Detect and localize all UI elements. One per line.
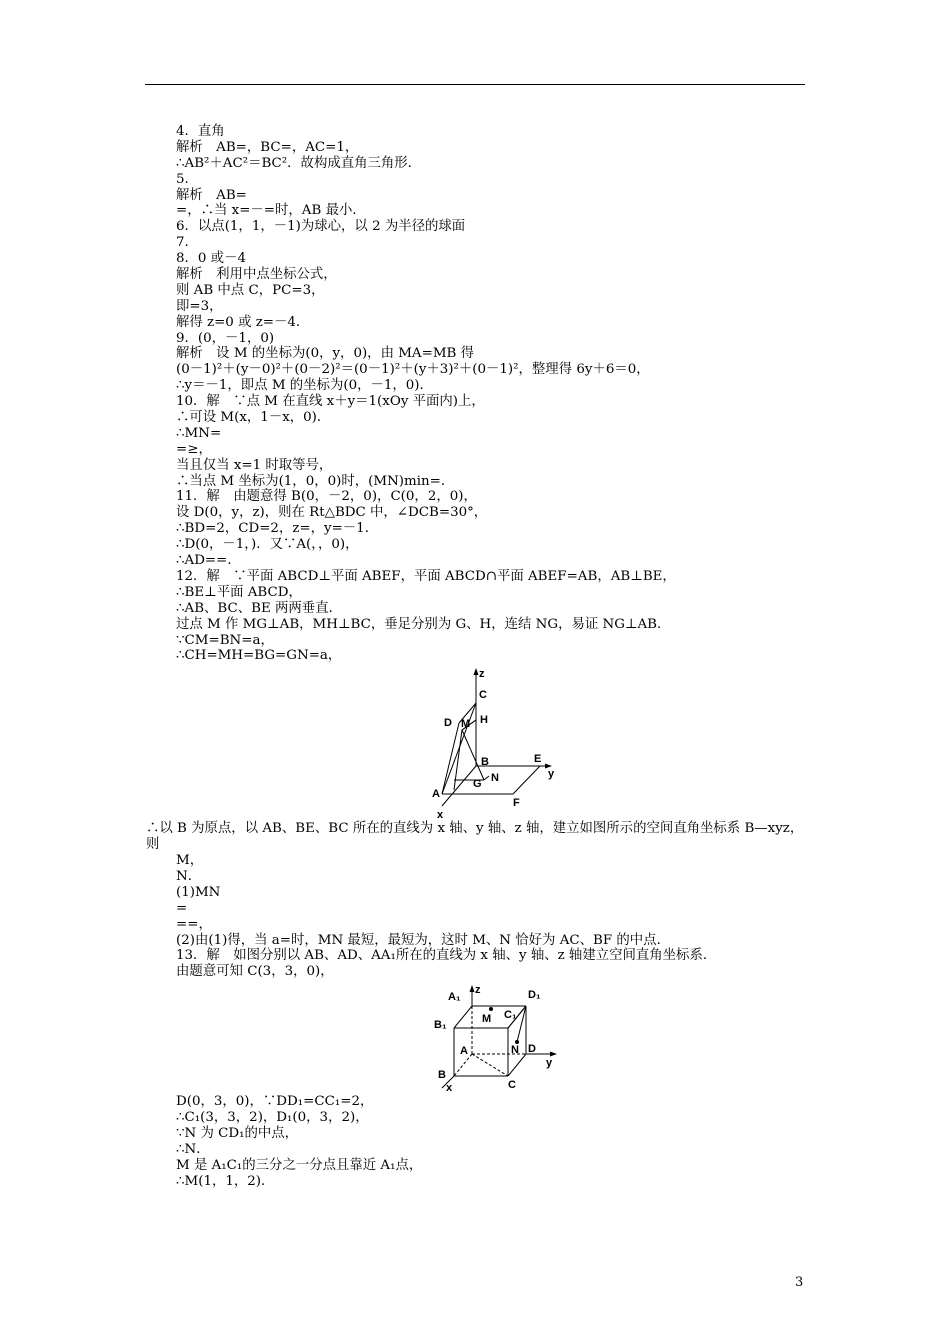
text-line: ∴可设 M(x，1－x，0)． (176, 410, 331, 426)
text-line: 即=3， (176, 298, 223, 314)
text-line: ∴M(1，1，2)． (176, 1173, 275, 1189)
text-line: 解析 利用中点坐标公式， (176, 267, 337, 283)
text-line: 4．直角 (176, 124, 225, 139)
text-line: ∴CH=MH=BG=GN=a， (176, 648, 342, 664)
fig1-label-c: C (479, 689, 487, 702)
text-line: (0－1)²＋(y－0)²＋(0－2)²＝(0－1)²＋(y＋3)²＋(0－1)²，整理得 6y＋6＝0， (176, 362, 650, 378)
fig2-label-c: C (508, 1079, 516, 1092)
fig1-label-d: D (444, 717, 452, 730)
document-body (146, 124, 836, 1190)
text-line: M， (176, 853, 204, 869)
text-line: M 是 A₁C₁的三分之一分点且靠近 A₁点， (176, 1157, 423, 1173)
page-number: 3 (795, 1275, 804, 1290)
fig2-label-d: D (528, 1043, 536, 1056)
text-line: 由题意可知 C(3，3，0)， (176, 964, 334, 980)
figure-13 (434, 984, 836, 1094)
fig1-label-a: A (432, 788, 440, 801)
figure-12 (424, 668, 836, 821)
text-line: 10．解 ∵点 M 在直线 x＋y＝1(xOy 平面内)上， (176, 394, 485, 410)
paragraph-12-coordinate-system: ∴以 B 为原点，以 AB、BE、BC 所在的直线为 x 轴、y 轴、z 轴，建立如图所示的空间直角坐标系 B—xyz，则 (146, 821, 804, 853)
answer-block-4-12 (176, 124, 836, 664)
text-line: = (176, 900, 188, 916)
text-line: ∴C₁(3，3，2)，D₁(0，3，2)， (176, 1110, 369, 1126)
text-line: N． (176, 868, 202, 884)
fig2-label-x: x (446, 1082, 453, 1093)
text-line: 设 D(0，y，z)，则在 Rt△BDC 中，∠DCB=30°， (176, 505, 488, 521)
text-line: ∴y＝－1，即点 M 的坐标为(0，－1，0)． (176, 378, 433, 394)
fig1-label-g: G (473, 778, 482, 791)
text-line: 12．解 ∵平面 ABCD⊥平面 ABEF，平面 ABCD∩平面 ABEF=AB，AB⊥BE， (176, 568, 676, 584)
fig1-label-b: B (481, 756, 489, 769)
text-line: 解析 AB= (176, 187, 247, 203)
fig2-label-a: A (460, 1045, 468, 1058)
text-line: 解得 z=0 或 z=－4． (176, 314, 310, 330)
text-line: 9．(0，－1，0) (176, 330, 275, 346)
text-line: ∴BD=2，CD=2，z=，y=－1． (176, 521, 379, 537)
text-line: (1)MN (176, 884, 221, 900)
fig2-label-z: z (475, 984, 481, 997)
text-line: ∴BE⊥平面 ABCD， (176, 584, 302, 600)
text-line: 当且仅当 x=1 时取等号， (176, 457, 333, 473)
text-line: 8．0 或－4 (176, 251, 246, 267)
text-line: 解析 AB=，BC=，AC=1， (176, 139, 359, 155)
fig1-label-h: H (480, 714, 488, 727)
fig1-label-n: N (491, 772, 499, 785)
text-line: (2)由(1)得，当 a=时，MN 最短，最短为，这时 M、N 恰好为 AC、BF 的中点． (176, 932, 670, 948)
fig1-label-x: x (437, 809, 444, 819)
text-line: ∴当点 M 坐标为(1，0，0)时，(MN)min=． (176, 473, 455, 489)
text-line: ∵CM=BN=a， (176, 632, 274, 648)
header-rule (145, 84, 805, 85)
fig1-label-e: E (534, 753, 542, 766)
text-line: 5. (176, 171, 189, 187)
text-line: ∴MN= (176, 425, 222, 441)
text-line: 13．解 如图分别以 AB、AD、AA₁所在的直线为 x 轴、y 轴、z 轴建立空间直角坐标系． (176, 948, 717, 964)
fig2-label-d1: D₁ (528, 989, 541, 1002)
answer-block-13-end (176, 1094, 836, 1189)
text-line: =，∴当 x=－=时，AB 最小． (176, 203, 366, 219)
text-line: 则 AB 中点 C，PC=3， (176, 282, 325, 298)
text-line: 过点 M 作 MG⊥AB，MH⊥BC，垂足分别为 G、H，连结 NG，易证 NG⊥AB． (176, 616, 671, 632)
text-line: ==， (176, 916, 212, 932)
fig2-label-n: N (511, 1044, 519, 1057)
text-line: ∵N 为 CD₁的中点， (176, 1126, 299, 1141)
text-line: 7. (176, 235, 189, 251)
fig1-label-y: y (548, 768, 555, 781)
text-line: 6．以点(1，1，－1)为球心，以 2 为半径的球面 (176, 219, 466, 235)
fig1-label-m: M (461, 718, 471, 731)
text-line: 11．解 由题意得 B(0，－2，0)，C(0，2，0)， (176, 489, 477, 505)
fig2-label-b1: B₁ (434, 1019, 447, 1032)
fig2-label-a1: A₁ (448, 991, 461, 1004)
fig1-label-z: z (479, 668, 485, 681)
fig2-label-c1: C₁ (504, 1009, 517, 1022)
text-line: ∴N． (176, 1141, 210, 1157)
answer-block-12-13 (176, 853, 836, 980)
text-line: D(0，3，0)，∵DD₁=CC₁=2， (176, 1094, 374, 1110)
fig2-label-b: B (438, 1069, 446, 1082)
text-line: ∴AB²＋AC²＝BC²．故构成直角三角形． (176, 155, 422, 171)
text-line: 解析 设 M 的坐标为(0，y，0)，由 MA=MB 得 (176, 346, 475, 362)
coordinate-diagram-12 (424, 668, 564, 818)
text-line: ∴AD==． (176, 553, 241, 569)
text-line: =≥， (176, 441, 212, 457)
text-line: ∴D(0，－1，)．又∵A(，，0)， (176, 537, 359, 553)
cube-diagram-13 (434, 984, 564, 1092)
fig2-label-y: y (546, 1057, 553, 1070)
fig1-label-f: F (513, 797, 520, 810)
fig2-label-m: M (482, 1013, 492, 1026)
text-line: ∴AB、BC、BE 两两垂直． (176, 600, 342, 616)
